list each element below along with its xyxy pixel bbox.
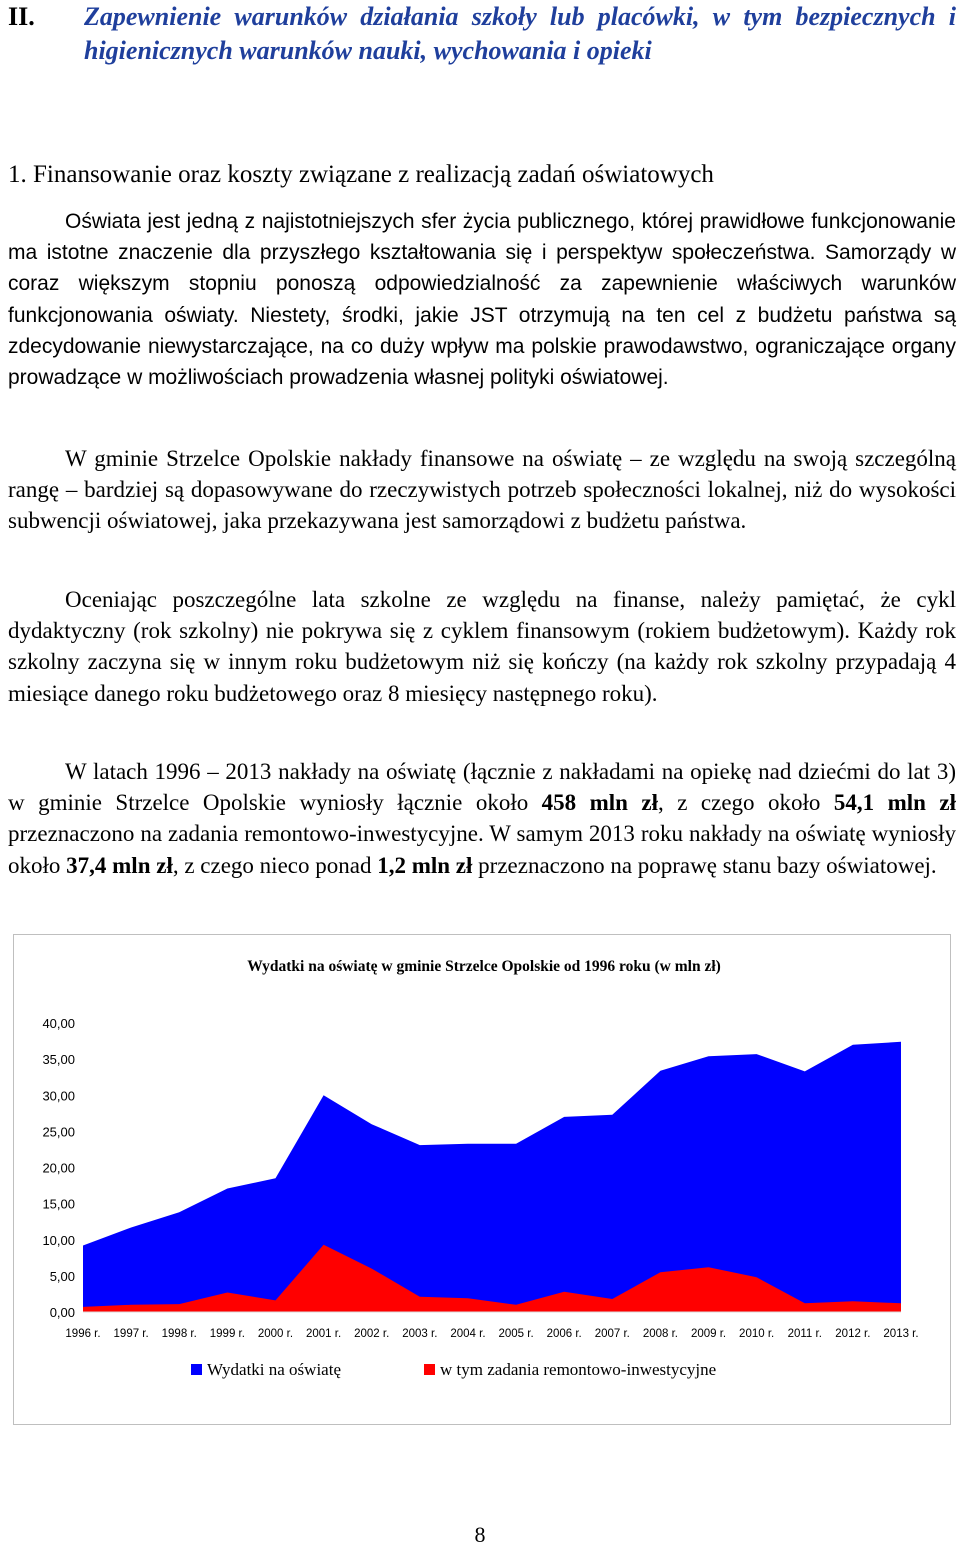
p4-text-2: , z czego około	[658, 790, 834, 816]
x-tick-label: 2002 r.	[354, 1328, 390, 1340]
p4-bold-2013-total: 37,4 mln zł	[66, 852, 173, 878]
y-tick-label: 5,00	[49, 1268, 75, 1284]
paragraph-3: Oceniając poszczególne lata szkolne ze względu na finanse, należy pamiętać, że cykl dydaktyczny (rok szkolny) nie pokrywa się z cyklem finansowym (rokiem budżetowym). Każdy rok szkolny zaczyna się w innym roku budżetowym niż się kończy (na każdy rok szkolny przypadają 4 miesiące danego roku budżetowego oraz 8 miesięcy następnego roku).	[8, 587, 956, 706]
expenditure-chart	[13, 934, 951, 1425]
p4-bold-total: 458 mln zł	[541, 790, 659, 816]
p4-bold-renovation: 54,1 mln zł	[833, 790, 956, 816]
section-title: Zapewnienie warunków działania szkoły lub placówki, w tym bezpiecznych i higienicznych warunków nauki, wychowania i opieki	[84, 2, 956, 65]
legend-swatch-total	[191, 1364, 202, 1375]
y-tick-label: 40,00	[42, 1016, 75, 1031]
x-tick-label: 2008 r.	[642, 1328, 678, 1340]
p4-text-1: W latach 1996 – 2013 nakłady na oświatę (łącznie z nakładami na opiekę nad dziećmi do lat 3) w gminie Strzelce Opolskie wyniosły łącznie około	[8, 759, 956, 816]
x-tick-label: 2000 r.	[257, 1328, 294, 1340]
x-tick-label: 1998 r.	[161, 1328, 197, 1340]
chart-svg	[14, 935, 950, 1424]
x-tick-label: 2001 r.	[306, 1328, 342, 1340]
y-tick-label: 35,00	[42, 1052, 75, 1068]
y-tick-label: 15,00	[42, 1196, 75, 1212]
x-tick-label: 2009 r.	[690, 1328, 727, 1340]
x-tick-label: 2010 r.	[739, 1328, 775, 1340]
paragraph-1: Oświata jest jedną z najistotniejszych sfer życia publicznego, której prawidłowe funkcjonowanie ma istotne znaczenie dla przyszłego kształtowania się i perspektyw społeczeństwa. Samorządy w coraz większym stopniu ponoszą odpowiedzialność za zapewnienie właściwych warunków funkcjonowania oświaty. Niestety, środki, jakie JST otrzymują na ten cel z budżetu państwa są zdecydowanie niewystarczające, na co duży wpływ ma polskie prawodawstwo, ograniczające organy prowadzące w możliwościach prowadzenia własnej polityki oświatowej.	[8, 210, 956, 390]
x-tick-label: 2011 r.	[787, 1328, 822, 1340]
x-tick-label: 2003 r.	[402, 1328, 438, 1340]
x-tick-label: 1997 r.	[113, 1328, 149, 1340]
p4-text-4: , z czego nieco ponad	[172, 852, 378, 878]
x-tick-label: 1999 r.	[209, 1328, 245, 1340]
paragraph-2: W gminie Strzelce Opolskie nakłady finansowe na oświatę – ze względu na swoją szczególną rangę – bardziej są dopasowywane do rzeczywistych potrzeb społeczności lokalnej, niż do wysokości subwencji oświatowej, jaka przekazywana jest samorządowi z budżetu państwa.	[8, 446, 956, 534]
page-number: 8	[474, 1522, 486, 1547]
p4-text-3: przeznaczono na zadania remontowo-inwestycyjne. W samym 2013 roku nakłady na oświatę wyniosły około	[8, 821, 956, 878]
chart-title: Wydatki na oświatę w gminie Strzelce Opolskie od 1996 roku (w mln zł)	[247, 958, 721, 975]
legend-label-total: Wydatki na oświatę	[207, 1360, 341, 1379]
y-tick-label: 20,00	[42, 1160, 75, 1176]
x-tick-label: 2013 r.	[883, 1328, 919, 1340]
paragraph-4	[8, 756, 956, 881]
x-tick-label: 2005 r.	[498, 1328, 534, 1340]
legend-label-renovation: w tym zadania remontowo-inwestycyjne	[440, 1360, 717, 1379]
x-tick-label: 2007 r.	[594, 1328, 630, 1340]
p4-bold-2013-base: 1,2 mln zł	[377, 852, 473, 878]
legend-swatch-renovation	[424, 1364, 435, 1375]
chart-legend	[191, 1360, 716, 1379]
chart-areas	[83, 1042, 901, 1312]
area-series-total	[83, 1042, 901, 1312]
x-tick-label: 2004 r.	[450, 1328, 486, 1340]
x-axis-labels	[65, 1328, 918, 1340]
section-heading	[8, 0, 956, 68]
x-tick-label: 1996 r.	[65, 1328, 101, 1340]
y-tick-label: 0,00	[49, 1305, 75, 1320]
x-tick-label: 2006 r.	[546, 1328, 582, 1340]
y-tick-label: 30,00	[42, 1088, 75, 1104]
p4-text-5: przeznaczono na poprawę stanu bazy oświatowej.	[472, 852, 937, 878]
y-tick-label: 25,00	[42, 1124, 75, 1140]
y-axis-labels	[42, 1016, 75, 1320]
subsection-heading: 1. Finansowanie oraz koszty związane z realizacją zadań oświatowych	[8, 161, 714, 188]
y-tick-label: 10,00	[42, 1232, 75, 1248]
section-number: II.	[8, 2, 35, 31]
x-tick-label: 2012 r.	[835, 1328, 871, 1340]
